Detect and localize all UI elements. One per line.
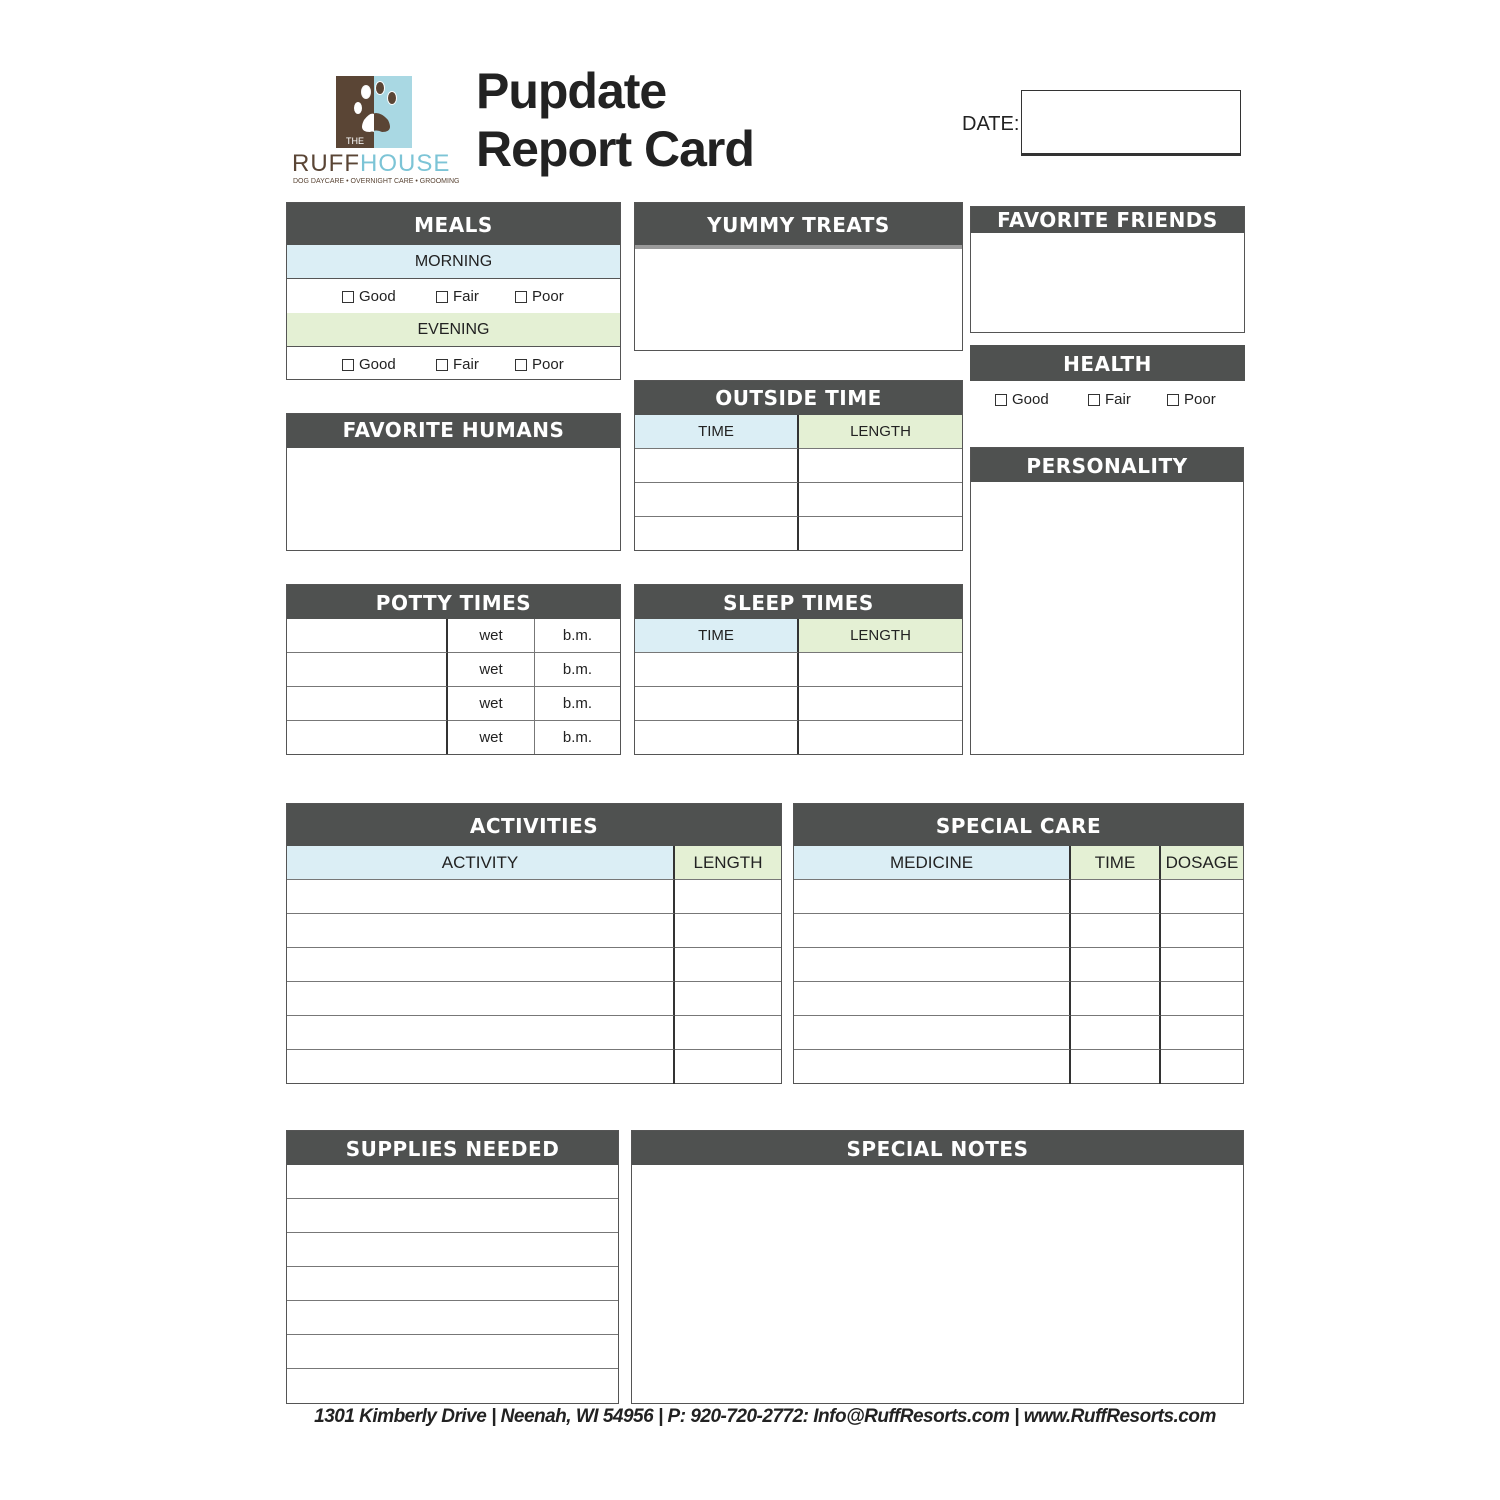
potty-wet[interactable]: wet bbox=[448, 619, 535, 653]
activity-cell[interactable] bbox=[287, 982, 675, 1016]
supply-row[interactable] bbox=[287, 1165, 618, 1199]
supply-row[interactable] bbox=[287, 1369, 618, 1403]
footer-contact: 1301 Kimberly Drive | Neenah, WI 54956 | P: 920-720-2772: Info@RuffResorts.com | www.RuffResorts.com bbox=[314, 1406, 1216, 1427]
personality-title: PERSONALITY bbox=[971, 448, 1243, 482]
meals-title: MEALS bbox=[287, 203, 620, 245]
sleep-times-col-time: TIME bbox=[635, 619, 799, 653]
paw-icon bbox=[336, 76, 412, 148]
activity-cell[interactable] bbox=[287, 914, 675, 948]
sleep-times-title: SLEEP TIMES bbox=[635, 585, 962, 619]
meals-evening: EVENING bbox=[287, 313, 620, 347]
potty-bm[interactable]: b.m. bbox=[535, 619, 620, 653]
medicine-time-cell[interactable] bbox=[1071, 948, 1161, 982]
outside-time-cell[interactable] bbox=[635, 517, 799, 550]
medicine-cell[interactable] bbox=[794, 982, 1071, 1016]
activity-length-cell[interactable] bbox=[675, 914, 781, 948]
outside-time-cell[interactable] bbox=[635, 483, 799, 517]
dosage-cell[interactable] bbox=[1161, 1016, 1243, 1050]
supply-row[interactable] bbox=[287, 1199, 618, 1233]
potty-wet[interactable]: wet bbox=[448, 687, 535, 721]
logo-house: HOUSE bbox=[359, 150, 451, 177]
outside-time-section bbox=[634, 380, 963, 551]
special-notes-title: SPECIAL NOTES bbox=[632, 1131, 1243, 1165]
evening-poor-checkbox[interactable]: Poor bbox=[515, 356, 564, 373]
dosage-cell[interactable] bbox=[1161, 1050, 1243, 1084]
dosage-cell[interactable] bbox=[1161, 880, 1243, 914]
favorite-humans-section[interactable] bbox=[286, 413, 621, 551]
potty-wet[interactable]: wet bbox=[448, 653, 535, 687]
activities-col-length: LENGTH bbox=[675, 846, 781, 880]
health-options bbox=[970, 389, 1245, 413]
potty-time-cell[interactable] bbox=[287, 619, 448, 653]
logo-the: THE bbox=[346, 136, 364, 146]
supplies-needed-title: SUPPLIES NEEDED bbox=[287, 1131, 618, 1165]
health-section bbox=[970, 345, 1245, 420]
morning-poor-checkbox[interactable]: Poor bbox=[515, 288, 564, 305]
potty-time-cell[interactable] bbox=[287, 721, 448, 754]
sleep-length-cell[interactable] bbox=[799, 721, 962, 754]
meals-morning: MORNING bbox=[287, 245, 620, 279]
activity-cell[interactable] bbox=[287, 948, 675, 982]
sleep-time-cell[interactable] bbox=[635, 721, 799, 754]
health-title: HEALTH bbox=[970, 345, 1245, 381]
logo-ruff: RUFF bbox=[292, 150, 360, 177]
special-care-section bbox=[793, 803, 1244, 1084]
evening-fair-checkbox[interactable]: Fair bbox=[436, 356, 479, 373]
medicine-cell[interactable] bbox=[794, 1050, 1071, 1084]
activity-cell[interactable] bbox=[287, 1050, 675, 1084]
medicine-time-cell[interactable] bbox=[1071, 982, 1161, 1016]
potty-bm[interactable]: b.m. bbox=[562, 729, 593, 746]
activities-section bbox=[286, 803, 782, 1084]
title-line2: Report Card bbox=[476, 121, 754, 177]
supplies-needed-section bbox=[286, 1130, 619, 1404]
activities-title: ACTIVITIES bbox=[287, 804, 781, 846]
potty-bm[interactable]: b.m. bbox=[535, 687, 620, 721]
special-care-col-dosage: DOSAGE bbox=[1161, 846, 1243, 880]
special-notes-section[interactable] bbox=[631, 1130, 1244, 1404]
sleep-time-cell[interactable] bbox=[635, 653, 799, 687]
dosage-cell[interactable] bbox=[1161, 914, 1243, 948]
special-care-col-medicine: MEDICINE bbox=[794, 846, 1071, 880]
health-fair-checkbox[interactable]: Fair bbox=[1088, 391, 1131, 408]
favorite-humans-title: FAVORITE HUMANS bbox=[287, 414, 620, 448]
medicine-cell[interactable] bbox=[794, 914, 1071, 948]
sleep-times-col-length: LENGTH bbox=[799, 619, 962, 653]
health-poor-checkbox[interactable]: Poor bbox=[1167, 391, 1216, 408]
special-care-col-time: TIME bbox=[1071, 846, 1161, 880]
evening-good-checkbox[interactable]: Good bbox=[342, 356, 396, 373]
title-line1: Pupdate bbox=[476, 63, 667, 119]
favorite-friends-title: FAVORITE FRIENDS bbox=[971, 207, 1244, 233]
health-good-checkbox[interactable]: Good bbox=[995, 391, 1049, 408]
morning-good-checkbox[interactable]: Good bbox=[342, 288, 396, 305]
potty-times-title: POTTY TIMES bbox=[287, 585, 620, 619]
special-care-title: SPECIAL CARE bbox=[794, 804, 1243, 846]
activity-length-cell[interactable] bbox=[675, 982, 781, 1016]
personality-section[interactable] bbox=[970, 447, 1244, 755]
sleep-length-cell[interactable] bbox=[799, 653, 962, 687]
dosage-cell[interactable] bbox=[1161, 948, 1243, 982]
morning-fair-checkbox[interactable]: Fair bbox=[436, 288, 479, 305]
meals-evening-options bbox=[287, 347, 620, 379]
outside-length-cell[interactable] bbox=[799, 483, 962, 517]
meals-section bbox=[286, 202, 621, 380]
yummy-treats-section[interactable] bbox=[634, 202, 963, 351]
medicine-time-cell[interactable] bbox=[1071, 1016, 1161, 1050]
activity-length-cell[interactable] bbox=[675, 880, 781, 914]
medicine-cell[interactable] bbox=[794, 1016, 1071, 1050]
sleep-length-cell[interactable] bbox=[799, 687, 962, 721]
activity-length-cell[interactable] bbox=[675, 1050, 781, 1084]
sleep-times-section bbox=[634, 584, 963, 755]
logo-tagline: DOG DAYCARE • OVERNIGHT CARE • GROOMING bbox=[293, 178, 460, 185]
activity-length-cell[interactable] bbox=[675, 948, 781, 982]
supply-row[interactable] bbox=[287, 1267, 618, 1301]
outside-time-title: OUTSIDE TIME bbox=[635, 381, 962, 415]
medicine-cell[interactable] bbox=[794, 880, 1071, 914]
outside-time-col-time: TIME bbox=[635, 415, 799, 449]
outside-time-cell[interactable] bbox=[635, 449, 799, 483]
activity-length-cell[interactable] bbox=[675, 1016, 781, 1050]
sleep-time-cell[interactable] bbox=[635, 687, 799, 721]
meals-morning-options bbox=[287, 279, 620, 314]
potty-wet[interactable]: wet bbox=[448, 721, 535, 754]
outside-time-col-length: LENGTH bbox=[799, 415, 962, 449]
dosage-cell[interactable] bbox=[1161, 982, 1243, 1016]
medicine-cell[interactable] bbox=[794, 948, 1071, 982]
favorite-friends-section[interactable] bbox=[970, 206, 1245, 333]
potty-time-cell[interactable] bbox=[287, 687, 448, 721]
supply-row[interactable] bbox=[287, 1301, 618, 1335]
supply-row[interactable] bbox=[287, 1233, 618, 1267]
potty-bm[interactable]: b.m. bbox=[535, 653, 620, 687]
outside-length-cell[interactable] bbox=[799, 517, 962, 550]
date-field[interactable] bbox=[1021, 90, 1241, 156]
potty-times-section bbox=[286, 584, 621, 755]
activities-col-activity: ACTIVITY bbox=[287, 846, 675, 880]
logo bbox=[290, 76, 465, 188]
outside-length-cell[interactable] bbox=[799, 449, 962, 483]
medicine-time-cell[interactable] bbox=[1071, 880, 1161, 914]
activity-cell[interactable] bbox=[287, 880, 675, 914]
yummy-treats-title: YUMMY TREATS bbox=[635, 203, 962, 249]
potty-time-cell[interactable] bbox=[287, 653, 448, 687]
activity-cell[interactable] bbox=[287, 1016, 675, 1050]
date-label: DATE: bbox=[962, 113, 1020, 135]
supply-row[interactable] bbox=[287, 1335, 618, 1369]
page-title bbox=[476, 62, 754, 178]
medicine-time-cell[interactable] bbox=[1071, 914, 1161, 948]
medicine-time-cell[interactable] bbox=[1071, 1050, 1161, 1084]
